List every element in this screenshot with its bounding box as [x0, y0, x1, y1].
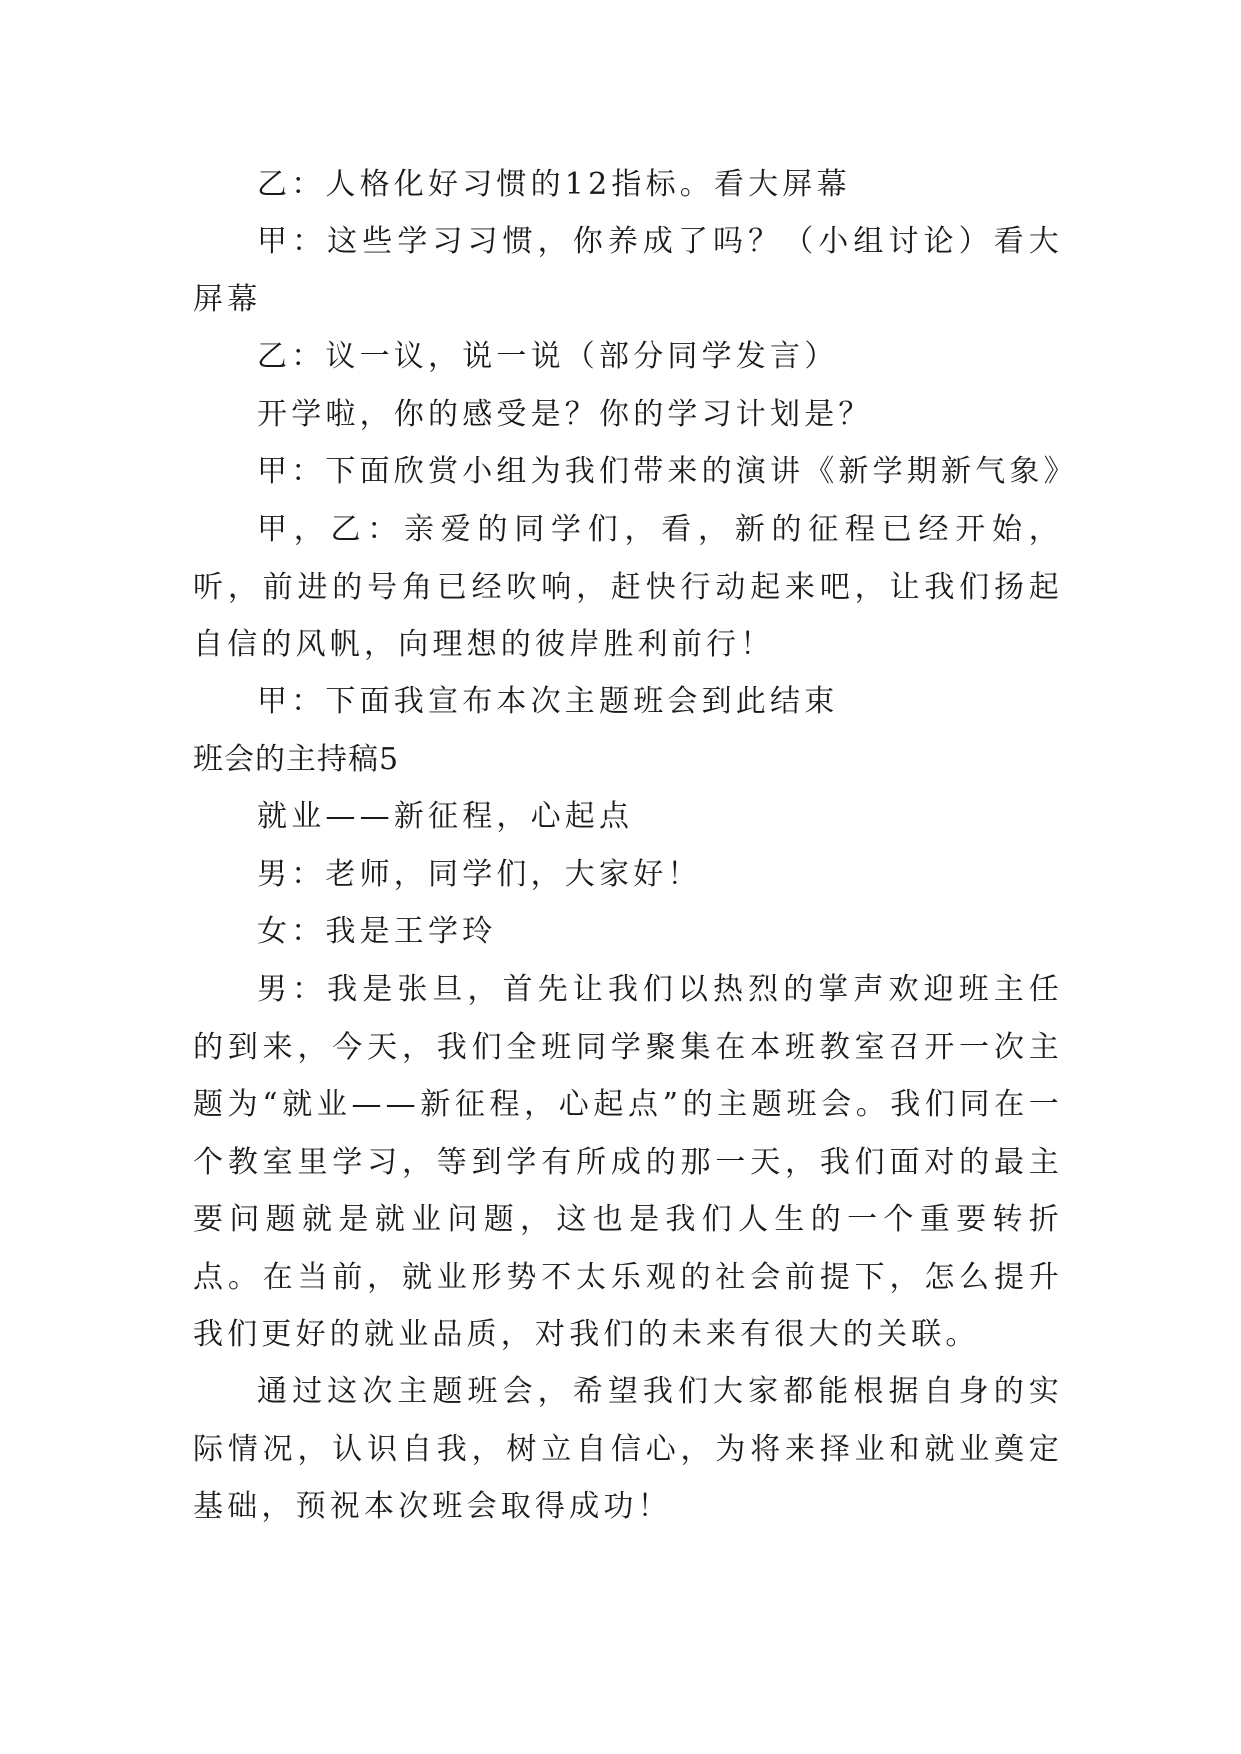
- paragraph-habits-indicator: 乙：人格化好习惯的12指标。看大屏幕: [257, 167, 851, 202]
- paragraph-host-female: 女：我是王学玲: [257, 914, 497, 949]
- paragraph-feelings: 开学啦，你的感受是？你的学习计划是？: [257, 397, 873, 432]
- paragraph-meeting-end: 甲：下面我宣布本次主题班会到此结束: [257, 684, 839, 719]
- paragraph-speech-intro: 甲：下面欣赏小组为我们带来的演讲《新学期新气象》: [257, 454, 1078, 489]
- paragraph-habits-question: 甲：这些学习习惯，你养成了吗？（小组讨论）看大屏幕: [193, 224, 1063, 317]
- section-title: 班会的主持稿5: [193, 742, 400, 777]
- paragraph-greeting: 男：老师，同学们，大家好！: [257, 857, 702, 892]
- paragraph-host-male: 男：我是张旦，首先让我们以热烈的掌声欢迎班主任的到来，今天，我们全班同学聚集在本班教室召开一次主题为“就业——新征程，心起点”的主题班会。我们同在一个教室里学习，等到学有所成的那一天，我们面对的最主要问题就是就业问题，这也是我们人生的一个重要转折点。在当前，就业形势不太乐观的社会前提下，怎么提升我们更好的就业品质，对我们的未来有很大的关联。: [193, 972, 1063, 1352]
- paragraph-wishes: 通过这次主题班会，希望我们大家都能根据自身的实际情况，认识自我，树立自信心，为将来择业和就业奠定基础，预祝本次班会取得成功！: [193, 1374, 1063, 1524]
- paragraph-discussion: 乙：议一议，说一说（部分同学发言）: [257, 339, 839, 374]
- paragraph-theme: 就业——新征程，心起点: [257, 799, 634, 834]
- paragraph-closing-call: 甲，乙：亲爱的同学们，看，新的征程已经开始，听，前进的号角已经吹响，赶快行动起来吧，让我们扬起自信的风帆，向理想的彼岸胜利前行！: [193, 512, 1063, 662]
